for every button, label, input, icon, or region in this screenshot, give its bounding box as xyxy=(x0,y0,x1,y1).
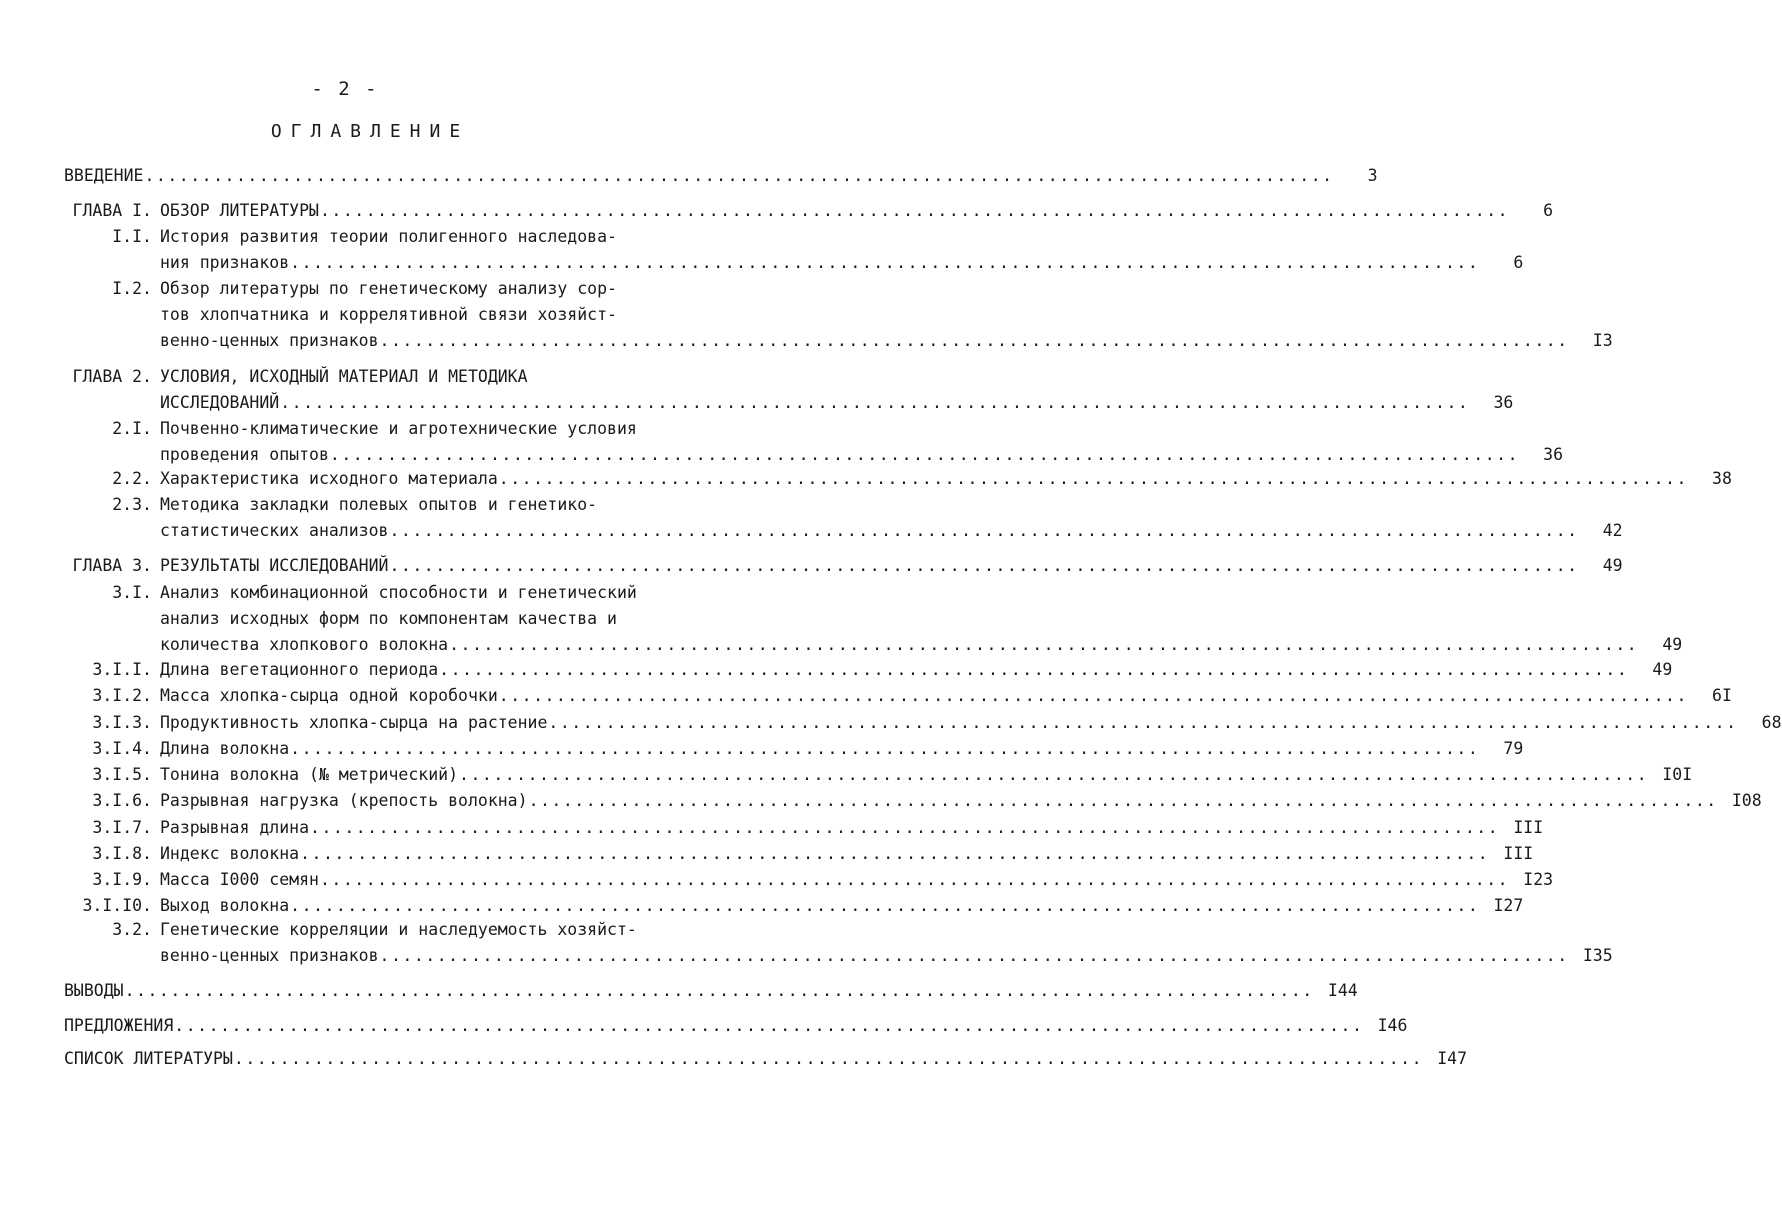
toc-entry-label: проведения опытов xyxy=(160,445,329,464)
toc-entry-number: 3.I.8. xyxy=(92,844,152,863)
dot-leader: ........................................................................................................ xyxy=(498,686,1688,705)
toc-entry-page: III xyxy=(1503,844,1534,863)
dot-leader: ........................................................................................................ xyxy=(379,946,1569,965)
toc-entry-label: статистических анализов xyxy=(160,521,389,540)
toc-entry-page: 42 xyxy=(1602,521,1623,540)
toc-entry-page: 3 xyxy=(1367,166,1378,185)
toc-entry-label: ОБЗОР ЛИТЕРАТУРЫ xyxy=(160,201,319,220)
toc-entry-page: 79 xyxy=(1503,739,1524,758)
toc-entry-label: СПИСОК ЛИТЕРАТУРЫ xyxy=(64,1049,233,1068)
toc-entry-label: Характеристика исходного материала xyxy=(160,469,498,488)
toc-entry-label: ИССЛЕДОВАНИЙ xyxy=(160,393,280,412)
toc-entry-page: I3 xyxy=(1592,331,1613,350)
dot-leader: ........................................................................................................ xyxy=(233,1049,1424,1068)
toc-entry-label: Выход волокна xyxy=(160,896,290,915)
toc-entry-label: Масса I000 семян xyxy=(160,870,319,889)
page-title: ОГЛАВЛЕНИЕ xyxy=(270,121,470,142)
toc-entry-number: ГЛАВА 2. xyxy=(72,367,152,386)
toc-entry-page: I47 xyxy=(1437,1049,1468,1068)
dot-leader: ........................................................................................................ xyxy=(319,201,1510,220)
toc-entry-label: РЕЗУЛЬТАТЫ ИССЛЕДОВАНИЙ xyxy=(160,556,389,575)
toc-entry-label: анализ исходных форм по компонентам качества и xyxy=(160,609,617,628)
dot-leader: ........................................................................................................ xyxy=(144,166,1334,185)
toc-entry-page: 6 xyxy=(1543,201,1554,220)
dot-leader: ........................................................................................................ xyxy=(319,870,1510,889)
toc-entry-page: 49 xyxy=(1602,556,1623,575)
toc-entry-label: Продуктивность хлопка-сырца на растение xyxy=(160,713,548,732)
toc-entry-number: 3.I.3. xyxy=(92,713,152,732)
toc-entry-number: I.2. xyxy=(112,279,152,298)
toc-entry-number: 3.I.2. xyxy=(92,686,152,705)
toc-entry-label: количества хлопкового волокна xyxy=(160,635,449,654)
dot-leader: ........................................................................................................ xyxy=(528,791,1718,810)
dot-leader: ........................................................................................................ xyxy=(548,713,1738,732)
toc-entry-number: 3.I.9. xyxy=(92,870,152,889)
toc-entry-page: I35 xyxy=(1582,946,1613,965)
toc-entry-page: 36 xyxy=(1543,445,1564,464)
toc-entry-label: Обзор литературы по генетическому анализу сор- xyxy=(160,279,617,298)
toc-entry-number: 3.2. xyxy=(112,920,152,939)
dot-leader: ........................................................................................................ xyxy=(174,1016,1364,1035)
dot-leader: ........................................................................................................ xyxy=(290,253,1480,272)
dot-leader: ........................................................................................................ xyxy=(124,981,1314,1000)
toc-entry-page: I08 xyxy=(1731,791,1762,810)
toc-entry-page: 36 xyxy=(1493,393,1514,412)
toc-entry-label: ВВЕДЕНИЕ xyxy=(64,166,144,185)
toc-entry-page: I0I xyxy=(1662,765,1693,784)
page-number: - 2 - xyxy=(311,78,379,100)
dot-leader: ........................................................................................................ xyxy=(449,635,1639,654)
toc-entry-label: ПРЕДЛОЖЕНИЯ xyxy=(64,1016,174,1035)
dot-leader: ........................................................................................................ xyxy=(290,896,1480,915)
toc-entry-label: ния признаков xyxy=(160,253,290,272)
dot-leader: ........................................................................................................ xyxy=(439,660,1629,679)
toc-entry-page: I27 xyxy=(1493,896,1524,915)
toc-entry-label: Анализ комбинационной способности и генетический xyxy=(160,583,637,602)
toc-entry-label: Почвенно-климатические и агротехнические условия xyxy=(160,419,637,438)
dot-leader: ........................................................................................................ xyxy=(498,469,1688,488)
toc-entry-page: 49 xyxy=(1662,635,1683,654)
toc-entry-number: 3.I.I0. xyxy=(82,896,152,915)
toc-entry-label: Масса хлопка-сырца одной коробочки xyxy=(160,686,498,705)
toc-entry-label: венно-ценных признаков xyxy=(160,331,379,350)
dot-leader: ........................................................................................................ xyxy=(459,765,1649,784)
toc-entry-page: 6I xyxy=(1712,686,1732,705)
toc-entry-label: Разрывная нагрузка (крепость волокна) xyxy=(160,791,528,810)
toc-entry-number: 2.I. xyxy=(112,419,152,438)
toc-entry-label: УСЛОВИЯ, ИСХОДНЫЙ МАТЕРИАЛ И МЕТОДИКА xyxy=(160,367,528,386)
dot-leader: ........................................................................................................ xyxy=(389,521,1579,540)
toc-entry-label: тов хлопчатника и коррелятивной связи хозяйст- xyxy=(160,305,617,324)
toc-entry-label: Длина вегетационного периода xyxy=(160,660,439,679)
toc-entry-page: 38 xyxy=(1712,469,1732,488)
dot-leader: ........................................................................................................ xyxy=(300,844,1490,863)
toc-entry-page: 68 xyxy=(1761,713,1782,732)
toc-entry-number: 3.I.I. xyxy=(92,660,152,679)
toc-entry-label: Индекс волокна xyxy=(160,844,300,863)
toc-entry-label: История развития теории полигенного наследова- xyxy=(160,227,617,246)
toc-entry-page: III xyxy=(1513,818,1544,837)
toc-entry-number: 3.I.4. xyxy=(92,739,152,758)
toc-entry-label: Разрывная длина xyxy=(160,818,310,837)
toc-entry-label: Тонина волокна (№ метрический) xyxy=(160,765,459,784)
toc-entry-page: 49 xyxy=(1652,660,1673,679)
toc-entry-number: 2.3. xyxy=(112,495,152,514)
toc-entry-label: венно-ценных признаков xyxy=(160,946,379,965)
toc-entry-number: 3.I.6. xyxy=(92,791,152,810)
dot-leader: ........................................................................................................ xyxy=(310,818,1500,837)
toc-entry-label: Методика закладки полевых опытов и генетико- xyxy=(160,495,598,514)
dot-leader: ........................................................................................................ xyxy=(329,445,1520,464)
toc-entry-page: I44 xyxy=(1327,981,1358,1000)
toc-entry-number: 3.I.7. xyxy=(92,818,152,837)
dot-leader: ........................................................................................................ xyxy=(280,393,1470,412)
toc-entry-number: I.I. xyxy=(112,227,152,246)
dot-leader: ........................................................................................................ xyxy=(389,556,1579,575)
toc-entry-page: I46 xyxy=(1377,1016,1408,1035)
toc-entry-label: Длина волокна xyxy=(160,739,290,758)
toc-entry-label: ВЫВОДЫ xyxy=(64,981,124,1000)
toc-entry-number: ГЛАВА I. xyxy=(72,201,152,220)
toc-entry-page: I23 xyxy=(1523,870,1554,889)
toc-entry-number: 3.I. xyxy=(112,583,152,602)
toc-entry-label: Генетические корреляции и наследуемость хозяйст- xyxy=(160,920,637,939)
dot-leader: ........................................................................................................ xyxy=(379,331,1569,350)
toc-entry-number: ГЛАВА 3. xyxy=(72,556,152,575)
toc-entry-page: 6 xyxy=(1513,253,1524,272)
toc-entry-number: 3.I.5. xyxy=(92,765,152,784)
toc-entry-number: 2.2. xyxy=(112,469,152,488)
dot-leader: ........................................................................................................ xyxy=(290,739,1480,758)
